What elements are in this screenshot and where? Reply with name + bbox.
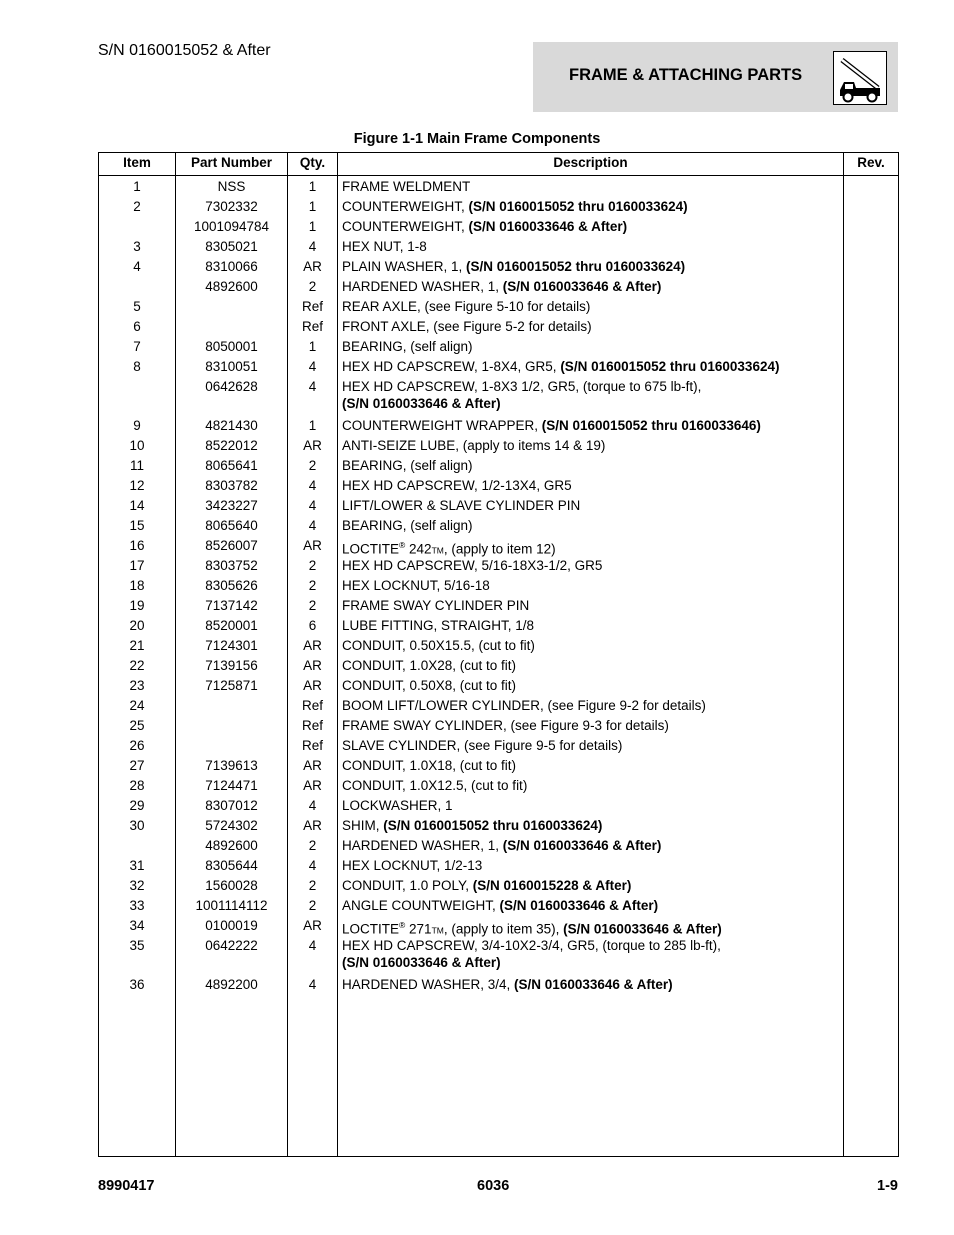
column-header-rev: Rev. — [857, 155, 885, 170]
product-number: 271 — [405, 921, 432, 937]
table-row — [99, 276, 898, 296]
table-row — [99, 216, 898, 236]
table-row — [99, 415, 898, 435]
qty-cell: Ref — [301, 698, 323, 713]
part-number-cell: 8305626 — [205, 578, 258, 593]
description-cell — [342, 937, 838, 971]
part-number-cell: 8310051 — [205, 359, 258, 374]
part-number-cell: 4821430 — [205, 418, 258, 433]
description-text: COUNTERWEIGHT, — [342, 199, 469, 214]
qty-cell: 1 — [308, 219, 317, 234]
item-cell: 20 — [129, 618, 145, 633]
table-row — [99, 575, 898, 595]
qty-cell: AR — [303, 918, 322, 933]
qty-cell: AR — [303, 658, 322, 673]
description-cell — [342, 857, 838, 874]
description-detail: , (apply to item 35), — [443, 921, 564, 937]
serial-range: (S/N 0160033646 & After) — [502, 838, 662, 853]
description-cell — [342, 457, 838, 474]
part-number-cell: 7139156 — [205, 658, 258, 673]
table-row — [99, 475, 898, 495]
description-text: SHIM, — [342, 818, 384, 833]
table-row — [99, 835, 898, 855]
section-title: FRAME & ATTACHING PARTS — [569, 66, 803, 84]
part-number-cell: 8307012 — [205, 798, 258, 813]
description-cell — [342, 657, 838, 674]
item-cell: 31 — [129, 858, 145, 873]
item-cell: 32 — [129, 878, 145, 893]
part-number-cell: 1560028 — [205, 878, 258, 893]
description-text: HEX HD CAPSCREW, 3/4-10X2-3/4, GR5, (torque to 285 lb-ft), — [342, 938, 721, 953]
item-cell: 9 — [133, 418, 141, 433]
description-cell — [342, 238, 838, 255]
qty-cell: 2 — [308, 598, 317, 613]
description-text: LOCTITE — [342, 921, 400, 937]
qty-cell: Ref — [301, 299, 323, 314]
qty-cell: AR — [303, 778, 322, 793]
table-row — [99, 455, 898, 475]
qty-cell: 6 — [308, 618, 317, 633]
description-cell — [342, 617, 838, 634]
qty-cell: Ref — [301, 319, 323, 334]
item-cell: 14 — [129, 498, 145, 513]
description-text: REAR AXLE, (see Figure 5-10 for details) — [342, 299, 591, 314]
description-cell — [342, 198, 838, 215]
registered-mark: ® — [399, 540, 406, 550]
qty-cell: 2 — [308, 558, 317, 573]
table-header — [99, 153, 898, 176]
qty-cell: AR — [303, 678, 322, 693]
description-cell — [342, 497, 838, 514]
description-text: COUNTERWEIGHT WRAPPER, — [342, 418, 542, 433]
table-row — [99, 895, 898, 915]
table-row — [99, 815, 898, 835]
description-text: HEX HD CAPSCREW, 5/16-18X3-1/2, GR5 — [342, 558, 603, 573]
description-cell — [342, 417, 838, 434]
description-text: BOOM LIFT/LOWER CYLINDER, (see Figure 9-2 for details) — [342, 698, 706, 713]
product-number: 242 — [405, 541, 432, 557]
qty-cell: Ref — [301, 738, 323, 753]
table-row — [99, 236, 898, 256]
description-text: HEX HD CAPSCREW, 1-8X4, GR5, — [342, 359, 561, 374]
description-cell — [342, 837, 838, 854]
qty-cell: 1 — [308, 179, 317, 194]
table-row — [99, 675, 898, 695]
part-number-cell: 8305021 — [205, 239, 258, 254]
table-row — [99, 935, 898, 974]
table-row — [99, 655, 898, 675]
item-cell: 16 — [129, 538, 145, 553]
part-number-cell: 0642628 — [205, 379, 258, 394]
part-number-cell: 8050001 — [205, 339, 258, 354]
description-text: PLAIN WASHER, 1, — [342, 259, 467, 274]
description-cell — [342, 218, 838, 235]
description-text: BEARING, (self align) — [342, 339, 473, 354]
item-cell: 27 — [129, 758, 145, 773]
qty-cell: AR — [303, 438, 322, 453]
part-number-cell: 8310066 — [205, 259, 258, 274]
table-row — [99, 555, 898, 575]
qty-cell: 4 — [308, 498, 317, 513]
item-cell: 19 — [129, 598, 145, 613]
qty-cell: 4 — [308, 798, 317, 813]
table-row — [99, 356, 898, 376]
description-detail: , (apply to item 12) — [443, 541, 556, 557]
item-cell: 36 — [129, 977, 145, 992]
qty-cell: 4 — [308, 359, 317, 374]
serial-range: (S/N 0160015052 thru 0160033624) — [468, 199, 688, 214]
table-row — [99, 495, 898, 515]
description-text: HARDENED WASHER, 1, — [342, 838, 503, 853]
item-cell: 2 — [133, 199, 141, 214]
item-cell: 35 — [129, 938, 145, 953]
part-number-cell: 8526007 — [205, 538, 258, 553]
qty-cell: 1 — [308, 339, 317, 354]
part-number-cell: 8065640 — [205, 518, 258, 533]
part-number-cell: 8522012 — [205, 438, 258, 453]
table-row — [99, 316, 898, 336]
qty-cell: 4 — [308, 379, 317, 394]
trademark-mark: TM — [431, 925, 444, 936]
part-number-cell: 1001114112 — [195, 898, 268, 913]
description-text: HARDENED WASHER, 3/4, — [342, 977, 515, 992]
serial-range: (S/N 0160033646 & After) — [514, 977, 673, 992]
serial-range: (S/N 0160033646 & After) — [499, 898, 659, 913]
description-text: BEARING, (self align) — [342, 458, 473, 473]
description-text: COUNTERWEIGHT, — [342, 219, 469, 234]
qty-cell: 4 — [308, 478, 317, 493]
description-text: CONDUIT, 1.0X28, (cut to fit) — [342, 658, 517, 673]
part-number-cell: 7139613 — [205, 758, 258, 773]
description-cell — [342, 777, 838, 794]
table-row — [99, 515, 898, 535]
qty-cell: 2 — [308, 878, 317, 893]
serial-range: (S/N 0160015228 & After) — [472, 878, 632, 893]
footer-page-number: 1-9 — [877, 1178, 898, 1194]
qty-cell: AR — [303, 538, 322, 553]
description-cell — [342, 737, 838, 754]
qty-cell: 4 — [308, 977, 317, 992]
table-row — [99, 595, 898, 615]
table-row — [99, 875, 898, 895]
item-cell: 12 — [129, 478, 145, 493]
description-cell — [342, 637, 838, 654]
description-cell — [342, 278, 838, 295]
part-number-cell: 0642222 — [205, 938, 258, 953]
item-cell: 25 — [129, 718, 145, 733]
item-cell: 3 — [133, 239, 141, 254]
item-cell: 34 — [129, 918, 145, 933]
description-cell — [342, 577, 838, 594]
serial-range: (S/N 0160015052 thru 0160033624) — [383, 818, 603, 833]
description-cell — [342, 697, 838, 714]
description-cell — [342, 717, 838, 734]
description-cell — [342, 976, 838, 993]
serial-range: (S/N 0160015052 thru 0160033624) — [466, 259, 686, 274]
serial-range: (S/N 0160033646 & After) — [342, 396, 501, 411]
table-row — [99, 715, 898, 735]
description-text: FRAME SWAY CYLINDER, (see Figure 9-3 for details) — [342, 718, 669, 733]
description-cell — [342, 258, 838, 275]
part-number-cell: 4892200 — [205, 977, 258, 992]
description-cell — [342, 597, 838, 614]
table-row — [99, 256, 898, 276]
description-cell — [342, 557, 838, 574]
qty-cell: AR — [303, 758, 322, 773]
description-text: CONDUIT, 1.0X18, (cut to fit) — [342, 758, 517, 773]
description-text: LOCTITE — [342, 541, 400, 557]
qty-cell: 4 — [308, 518, 317, 533]
serial-range: (S/N 0160015052 thru 0160033624) — [560, 359, 780, 374]
description-cell — [342, 358, 838, 375]
serial-number-note: S/N 0160015052 & After — [98, 42, 271, 59]
description-text: BEARING, (self align) — [342, 518, 473, 533]
qty-cell: AR — [303, 638, 322, 653]
table-row — [99, 196, 898, 216]
item-cell: 30 — [129, 818, 145, 833]
description-text: ANGLE COUNTWEIGHT, — [342, 898, 500, 913]
qty-cell: 2 — [308, 898, 317, 913]
description-cell — [342, 897, 838, 914]
item-cell: 4 — [133, 259, 141, 274]
item-cell: 22 — [129, 658, 145, 673]
item-cell: 6 — [133, 319, 141, 334]
qty-cell: AR — [303, 259, 322, 274]
qty-cell: 1 — [308, 418, 317, 433]
item-cell: 5 — [133, 299, 141, 314]
part-number-cell: 8065641 — [205, 458, 258, 473]
part-number-cell: NSS — [217, 179, 246, 194]
description-text: LOCKWASHER, 1 — [342, 798, 453, 813]
table-row — [99, 435, 898, 455]
item-cell: 24 — [129, 698, 145, 713]
description-text: LUBE FITTING, STRAIGHT, 1/8 — [342, 618, 535, 633]
item-cell: 23 — [129, 678, 145, 693]
table-body — [99, 176, 898, 994]
item-cell: 28 — [129, 778, 145, 793]
part-number-cell: 7124471 — [205, 778, 258, 793]
figure-title: Figure 1-1 Main Frame Components — [353, 131, 601, 147]
column-header-part-number: Part Number — [190, 155, 273, 170]
part-number-cell: 7125871 — [205, 678, 258, 693]
description-text: SLAVE CYLINDER, (see Figure 9-5 for details) — [342, 738, 623, 753]
description-cell — [342, 817, 838, 834]
item-cell: 21 — [129, 638, 145, 653]
parts-table — [98, 152, 899, 1157]
column-header-description: Description — [553, 155, 628, 170]
item-cell: 18 — [129, 578, 145, 593]
footer-doc-number: 8990417 — [98, 1178, 155, 1194]
description-cell — [342, 318, 838, 335]
description-text: HEX LOCKNUT, 5/16-18 — [342, 578, 490, 593]
description-cell — [342, 757, 838, 774]
serial-range: (S/N 0160033646 & After) — [502, 279, 662, 294]
table-row — [99, 915, 898, 935]
qty-cell: 4 — [308, 938, 317, 953]
description-cell — [342, 877, 838, 894]
part-number-cell: 7124301 — [205, 638, 258, 653]
section-header — [533, 42, 898, 112]
table-row — [99, 795, 898, 815]
description-text: HEX HD CAPSCREW, 1-8X3 1/2, GR5, (torque to 675 lb-ft), — [342, 379, 702, 394]
part-number-cell: 4892600 — [205, 838, 258, 853]
table-row — [99, 376, 898, 415]
column-header-item: Item — [123, 155, 151, 170]
part-number-cell: 8305644 — [205, 858, 258, 873]
registered-mark: ® — [399, 920, 406, 930]
description-text: CONDUIT, 1.0X12.5, (cut to fit) — [342, 778, 528, 793]
item-cell: 7 — [133, 339, 141, 354]
description-cell — [342, 437, 838, 454]
description-cell — [342, 797, 838, 814]
item-cell: 33 — [129, 898, 145, 913]
description-cell — [342, 477, 838, 494]
table-row — [99, 176, 898, 196]
description-text: CONDUIT, 0.50X15.5, (cut to fit) — [342, 638, 535, 653]
item-cell: 1 — [133, 179, 141, 194]
table-row — [99, 635, 898, 655]
description-text: FRAME SWAY CYLINDER PIN — [342, 598, 530, 613]
table-row — [99, 855, 898, 875]
item-cell: 8 — [133, 359, 141, 374]
qty-cell: 4 — [308, 858, 317, 873]
part-number-cell: 0100019 — [205, 918, 258, 933]
part-number-cell: 5724302 — [205, 818, 258, 833]
table-row — [99, 296, 898, 316]
item-cell: 10 — [129, 438, 145, 453]
table-row — [99, 735, 898, 755]
qty-cell: 2 — [308, 458, 317, 473]
item-cell: 15 — [129, 518, 145, 533]
table-row — [99, 535, 898, 555]
part-number-cell: 3423227 — [205, 498, 258, 513]
description-cell — [342, 178, 838, 195]
part-number-cell: 1001094784 — [193, 219, 270, 234]
description-text: HEX HD CAPSCREW, 1/2-13X4, GR5 — [342, 478, 572, 493]
part-number-cell: 8303782 — [205, 478, 258, 493]
description-cell — [342, 517, 838, 534]
footer-model: 6036 — [477, 1178, 510, 1194]
serial-range: (S/N 0160033646 & After) — [342, 955, 501, 970]
description-text: HEX LOCKNUT, 1/2-13 — [342, 858, 483, 873]
serial-range: (S/N 0160033646 & After) — [563, 921, 722, 937]
trademark-mark: TM — [431, 545, 444, 556]
telehandler-machine-icon — [833, 51, 887, 105]
table-row — [99, 974, 898, 994]
description-text: CONDUIT, 0.50X8, (cut to fit) — [342, 678, 517, 693]
description-cell — [342, 298, 838, 315]
part-number-cell: 8520001 — [205, 618, 258, 633]
serial-range: (S/N 0160033646 & After) — [468, 219, 628, 234]
qty-cell: 4 — [308, 239, 317, 254]
part-number-cell: 4892600 — [205, 279, 258, 294]
table-row — [99, 775, 898, 795]
table-row — [99, 695, 898, 715]
qty-cell: AR — [303, 818, 322, 833]
description-text: FRONT AXLE, (see Figure 5-2 for details) — [342, 319, 592, 334]
qty-cell: Ref — [301, 718, 323, 733]
description-cell — [342, 338, 838, 355]
item-cell: 26 — [129, 738, 145, 753]
table-row — [99, 336, 898, 356]
description-text: HARDENED WASHER, 1, — [342, 279, 503, 294]
description-cell — [342, 677, 838, 694]
part-number-cell: 7302332 — [205, 199, 258, 214]
description-cell — [342, 378, 838, 412]
serial-range: (S/N 0160015052 thru 0160033646) — [541, 418, 761, 433]
part-number-cell: 7137142 — [205, 598, 258, 613]
item-cell: 11 — [129, 458, 144, 473]
column-header-qty: Qty. — [299, 155, 326, 170]
description-text: FRAME WELDMENT — [342, 179, 471, 194]
qty-cell: 2 — [308, 578, 317, 593]
description-text: HEX NUT, 1-8 — [342, 239, 427, 254]
qty-cell: 2 — [308, 838, 317, 853]
qty-cell: 1 — [308, 199, 317, 214]
table-row — [99, 615, 898, 635]
part-number-cell: 8303752 — [205, 558, 258, 573]
item-cell: 29 — [129, 798, 145, 813]
item-cell: 17 — [129, 558, 145, 573]
description-text: CONDUIT, 1.0 POLY, — [342, 878, 473, 893]
qty-cell: 2 — [308, 279, 317, 294]
table-row — [99, 755, 898, 775]
description-text: LIFT/LOWER & SLAVE CYLINDER PIN — [342, 498, 581, 513]
description-text: ANTI-SEIZE LUBE, (apply to items 14 & 19) — [342, 438, 606, 453]
